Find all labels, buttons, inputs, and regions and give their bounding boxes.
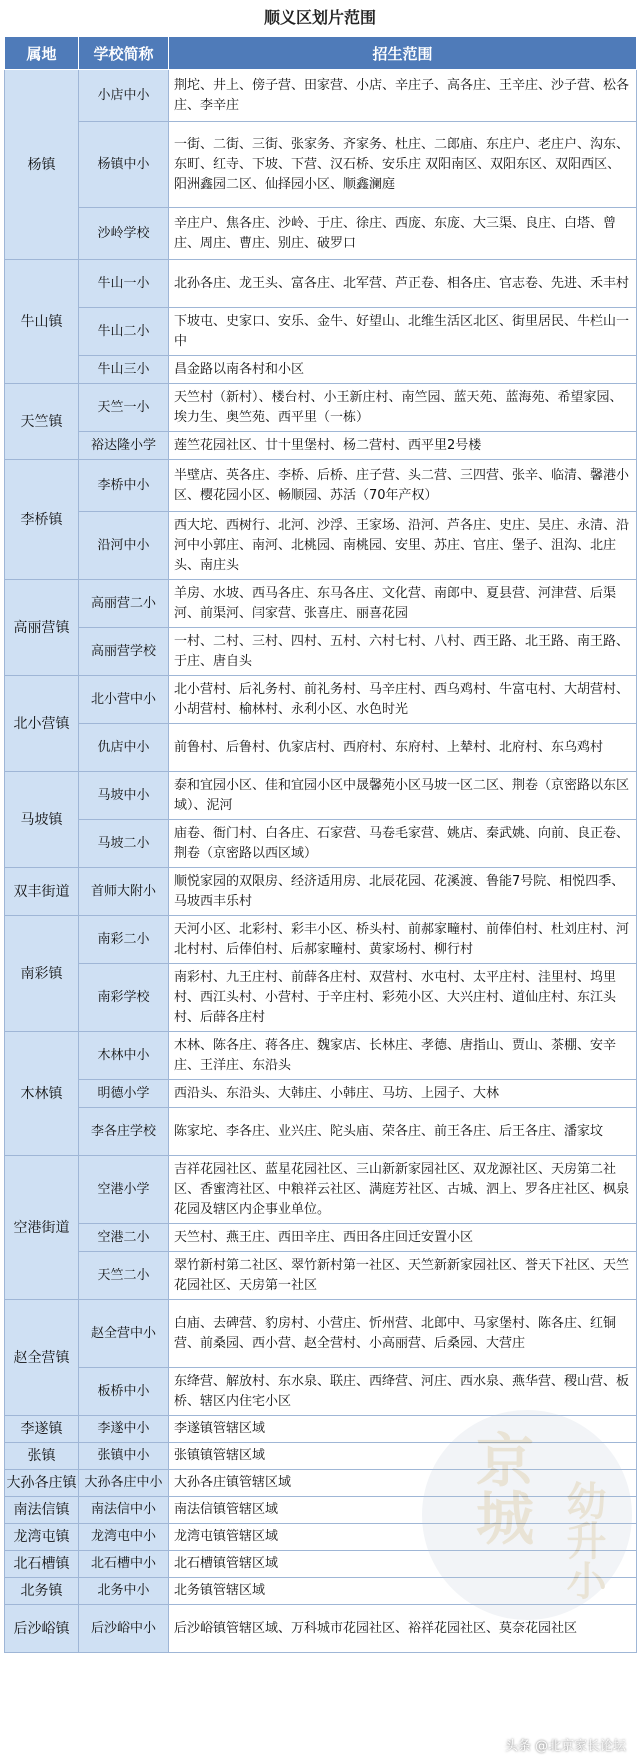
school-cell: 沿河中小 bbox=[79, 512, 169, 580]
table-row bbox=[5, 1300, 637, 1368]
table-row bbox=[5, 628, 637, 676]
range-cell: 北石槽镇管辖区域 bbox=[169, 1551, 637, 1578]
town-cell: 马坡镇 bbox=[5, 772, 79, 868]
range-cell: 南法信镇管辖区域 bbox=[169, 1497, 637, 1524]
range-cell: 天竺村、燕王庄、西田辛庄、西田各庄回迁安置小区 bbox=[169, 1224, 637, 1252]
table-row bbox=[5, 1551, 637, 1578]
range-cell: 辛庄户、焦各庄、沙岭、于庄、徐庄、西庞、东庞、大三渠、良庄、白塔、曾庄、周庄、曹庄、别庄、破罗口 bbox=[169, 208, 637, 260]
school-cell: 空港小学 bbox=[79, 1156, 169, 1224]
table-row bbox=[5, 724, 637, 772]
school-cell: 李桥中小 bbox=[79, 460, 169, 512]
table-header-row bbox=[5, 37, 637, 70]
town-cell: 南彩镇 bbox=[5, 916, 79, 1032]
table-row bbox=[5, 260, 637, 308]
range-cell: 北孙各庄、龙王头、富各庄、北军营、芦正卷、相各庄、官志卷、先进、禾丰村 bbox=[169, 260, 637, 308]
table-row bbox=[5, 1252, 637, 1300]
range-cell: 李遂镇管辖区域 bbox=[169, 1416, 637, 1443]
town-cell: 木林镇 bbox=[5, 1032, 79, 1156]
table-row bbox=[5, 964, 637, 1032]
range-cell: 昌金路以南各村和小区 bbox=[169, 356, 637, 384]
school-cell: 裕达隆小学 bbox=[79, 432, 169, 460]
table-row bbox=[5, 820, 637, 868]
town-cell: 杨镇 bbox=[5, 70, 79, 260]
table-row bbox=[5, 1443, 637, 1470]
school-cell: 南彩二小 bbox=[79, 916, 169, 964]
town-cell: 大孙各庄镇 bbox=[5, 1470, 79, 1497]
range-cell: 半壁店、英各庄、李桥、后桥、庄子营、头二营、三四营、张辛、临清、馨港小区、樱花园小区、畅顺园、苏活（70年产权） bbox=[169, 460, 637, 512]
range-cell: 荆坨、井上、傍子营、田家营、小店、辛庄子、高各庄、王辛庄、沙子营、松各庄、李辛庄 bbox=[169, 70, 637, 122]
table-row bbox=[5, 70, 637, 122]
school-cell: 明德小学 bbox=[79, 1080, 169, 1108]
school-cell: 南彩学校 bbox=[79, 964, 169, 1032]
range-cell: 东绛营、解放村、东水泉、联庄、西绛营、河庄、西水泉、燕华营、稷山营、板桥、辖区内住宅小区 bbox=[169, 1368, 637, 1416]
school-cell: 李遂中小 bbox=[79, 1416, 169, 1443]
school-cell: 马坡二小 bbox=[79, 820, 169, 868]
school-cell: 马坡中小 bbox=[79, 772, 169, 820]
school-cell: 南法信中小 bbox=[79, 1497, 169, 1524]
table-row bbox=[5, 1108, 637, 1156]
school-cell: 大孙各庄中小 bbox=[79, 1470, 169, 1497]
school-cell: 龙湾屯中小 bbox=[79, 1524, 169, 1551]
header-range: 招生范围 bbox=[169, 37, 637, 70]
town-cell: 牛山镇 bbox=[5, 260, 79, 384]
range-cell: 白庙、去碑营、豹房村、小营庄、忻州营、北郎中、马家堡村、陈各庄、红铜营、前桑园、西小营、赵全营村、小高丽营、后桑园、大营庄 bbox=[169, 1300, 637, 1368]
school-cell: 赵全营中小 bbox=[79, 1300, 169, 1368]
school-cell: 天竺一小 bbox=[79, 384, 169, 432]
table-row bbox=[5, 1368, 637, 1416]
school-cell: 北石槽中小 bbox=[79, 1551, 169, 1578]
table-row bbox=[5, 308, 637, 356]
range-cell: 吉祥花园社区、蓝星花园社区、三山新新家园社区、双龙源社区、天房第二社区、香蜜湾社区、中粮祥云社区、满庭芳社区、古城、泗上、罗各庄社区、枫泉花园及辖区内企事业单位。 bbox=[169, 1156, 637, 1224]
school-cell: 仇店中小 bbox=[79, 724, 169, 772]
table-row bbox=[5, 580, 637, 628]
town-cell: 北石槽镇 bbox=[5, 1551, 79, 1578]
town-cell: 龙湾屯镇 bbox=[5, 1524, 79, 1551]
table-row bbox=[5, 676, 637, 724]
school-cell: 木林中小 bbox=[79, 1032, 169, 1080]
table-row bbox=[5, 1605, 637, 1653]
table-row bbox=[5, 1497, 637, 1524]
header-town: 属地 bbox=[5, 37, 79, 70]
range-cell: 北小营村、后礼务村、前礼务村、马辛庄村、西乌鸡村、牛富屯村、大胡营村、小胡营村、榆林村、永利小区、水色时光 bbox=[169, 676, 637, 724]
range-cell: 天竺村（新村）、楼台村、小王新庄村、南竺园、蓝天苑、蓝海苑、希望家园、埃力生、奥竺苑、西平里（一栋） bbox=[169, 384, 637, 432]
range-cell: 天河小区、北彩村、彩丰小区、桥头村、前郝家疃村、前俸伯村、杜刘庄村、河北村村、后俸伯村、后郝家疃村、黄家场村、柳行村 bbox=[169, 916, 637, 964]
town-cell: 双丰街道 bbox=[5, 868, 79, 916]
town-cell: 南法信镇 bbox=[5, 1497, 79, 1524]
school-cell: 沙岭学校 bbox=[79, 208, 169, 260]
range-cell: 下坡屯、史家口、安乐、金牛、好望山、北维生活区北区、街里居民、牛栏山一中 bbox=[169, 308, 637, 356]
table-row bbox=[5, 122, 637, 208]
range-cell: 庙卷、衙门村、白各庄、石家营、马卷毛家营、姚店、秦武姚、向前、良正卷、荆卷（京密路以西区域） bbox=[169, 820, 637, 868]
town-cell: 李遂镇 bbox=[5, 1416, 79, 1443]
district-table bbox=[4, 36, 637, 1653]
range-cell: 翠竹新村第二社区、翠竹新村第一社区、天竺新新家园社区、誉天下社区、天竺花园社区、天房第一社区 bbox=[169, 1252, 637, 1300]
town-cell: 赵全营镇 bbox=[5, 1300, 79, 1416]
school-cell: 牛山一小 bbox=[79, 260, 169, 308]
town-cell: 高丽营镇 bbox=[5, 580, 79, 676]
town-cell: 天竺镇 bbox=[5, 384, 79, 460]
table-row bbox=[5, 1080, 637, 1108]
town-cell: 北小营镇 bbox=[5, 676, 79, 772]
table-row bbox=[5, 384, 637, 432]
range-cell: 莲竺花园社区、廿十里堡村、杨二营村、西平里2号楼 bbox=[169, 432, 637, 460]
table-row bbox=[5, 1524, 637, 1551]
table-row bbox=[5, 772, 637, 820]
table-row bbox=[5, 1470, 637, 1497]
town-cell: 后沙峪镇 bbox=[5, 1605, 79, 1653]
school-cell: 高丽营二小 bbox=[79, 580, 169, 628]
town-cell: 李桥镇 bbox=[5, 460, 79, 580]
range-cell: 西沿头、东沿头、大韩庄、小韩庄、马坊、上园子、大林 bbox=[169, 1080, 637, 1108]
credit-label: 头条 @北京家长论坛 bbox=[504, 1739, 626, 1754]
town-cell: 空港街道 bbox=[5, 1156, 79, 1300]
range-cell: 顺悦家园的双限房、经济适用房、北辰花园、花溪渡、鲁能7号院、相悦四季、马坡西丰乐村 bbox=[169, 868, 637, 916]
school-cell: 后沙峪中小 bbox=[79, 1605, 169, 1653]
town-cell: 北务镇 bbox=[5, 1578, 79, 1605]
school-cell: 空港二小 bbox=[79, 1224, 169, 1252]
school-cell: 牛山二小 bbox=[79, 308, 169, 356]
school-cell: 首师大附小 bbox=[79, 868, 169, 916]
school-cell: 北小营中小 bbox=[79, 676, 169, 724]
range-cell: 羊房、水坡、西马各庄、东马各庄、文化营、南郎中、夏县营、河津营、后渠河、前渠河、闫家营、张喜庄、丽喜花园 bbox=[169, 580, 637, 628]
table-row bbox=[5, 1224, 637, 1252]
table-row bbox=[5, 460, 637, 512]
range-cell: 一村、二村、三村、四村、五村、六村七村、八村、西王路、北王路、南王路、于庄、唐自头 bbox=[169, 628, 637, 676]
range-cell: 南彩村、九王庄村、前薛各庄村、双营村、水屯村、太平庄村、洼里村、坞里村、西江头村、小营村、于辛庄村、彩苑小区、大兴庄村、道仙庄村、东江头村、后薛各庄村 bbox=[169, 964, 637, 1032]
range-cell: 木林、陈各庄、蒋各庄、魏家店、长林庄、孝德、唐指山、贾山、茶棚、安辛庄、王洋庄、东沿头 bbox=[169, 1032, 637, 1080]
table-row bbox=[5, 1032, 637, 1080]
town-cell: 张镇 bbox=[5, 1443, 79, 1470]
table-row bbox=[5, 916, 637, 964]
table-row bbox=[5, 1156, 637, 1224]
header-school: 学校简称 bbox=[79, 37, 169, 70]
school-cell: 天竺二小 bbox=[79, 1252, 169, 1300]
range-cell: 陈家坨、李各庄、业兴庄、陀头庙、荣各庄、前王各庄、后王各庄、潘家坟 bbox=[169, 1108, 637, 1156]
table-row bbox=[5, 356, 637, 384]
page-title: 顺义区划片范围 bbox=[263, 8, 376, 27]
range-cell: 北务镇管辖区域 bbox=[169, 1578, 637, 1605]
table-row bbox=[5, 432, 637, 460]
range-cell: 前鲁村、后鲁村、仇家店村、西府村、东府村、上辇村、北府村、东乌鸡村 bbox=[169, 724, 637, 772]
school-cell: 高丽营学校 bbox=[79, 628, 169, 676]
table-row bbox=[5, 1416, 637, 1443]
range-cell: 一街、二街、三街、张家务、齐家务、杜庄、二郎庙、东庄户、老庄户、沟东、东町、红寺、下坡、下营、汉石桥、安乐庄 双阳南区、双阳东区、双阳西区、阳洲鑫园二区、仙择园小区、顺鑫澜庭 bbox=[169, 122, 637, 208]
school-cell: 北务中小 bbox=[79, 1578, 169, 1605]
school-cell: 杨镇中小 bbox=[79, 122, 169, 208]
school-cell: 张镇中小 bbox=[79, 1443, 169, 1470]
school-cell: 板桥中小 bbox=[79, 1368, 169, 1416]
table-row bbox=[5, 512, 637, 580]
table-row bbox=[5, 208, 637, 260]
range-cell: 大孙各庄镇管辖区域 bbox=[169, 1470, 637, 1497]
range-cell: 龙湾屯镇管辖区域 bbox=[169, 1524, 637, 1551]
school-cell: 小店中小 bbox=[79, 70, 169, 122]
school-cell: 李各庄学校 bbox=[79, 1108, 169, 1156]
table-row bbox=[5, 868, 637, 916]
table-row bbox=[5, 1578, 637, 1605]
range-cell: 张镇镇管辖区域 bbox=[169, 1443, 637, 1470]
range-cell: 泰和宜园小区、佳和宜园小区中晟馨苑小区马坡一区二区、荆卷（京密路以东区域）、泥河 bbox=[169, 772, 637, 820]
range-cell: 后沙峪镇管辖区域、万科城市花园社区、裕祥花园社区、莫奈花园社区 bbox=[169, 1605, 637, 1653]
school-cell: 牛山三小 bbox=[79, 356, 169, 384]
range-cell: 西大坨、西树行、北河、沙浮、王家场、沿河、芦各庄、史庄、吴庄、永清、沿河中小郭庄、南河、北桃园、南桃园、安里、苏庄、官庄、堡子、沮沟、北庄头、南庄头 bbox=[169, 512, 637, 580]
